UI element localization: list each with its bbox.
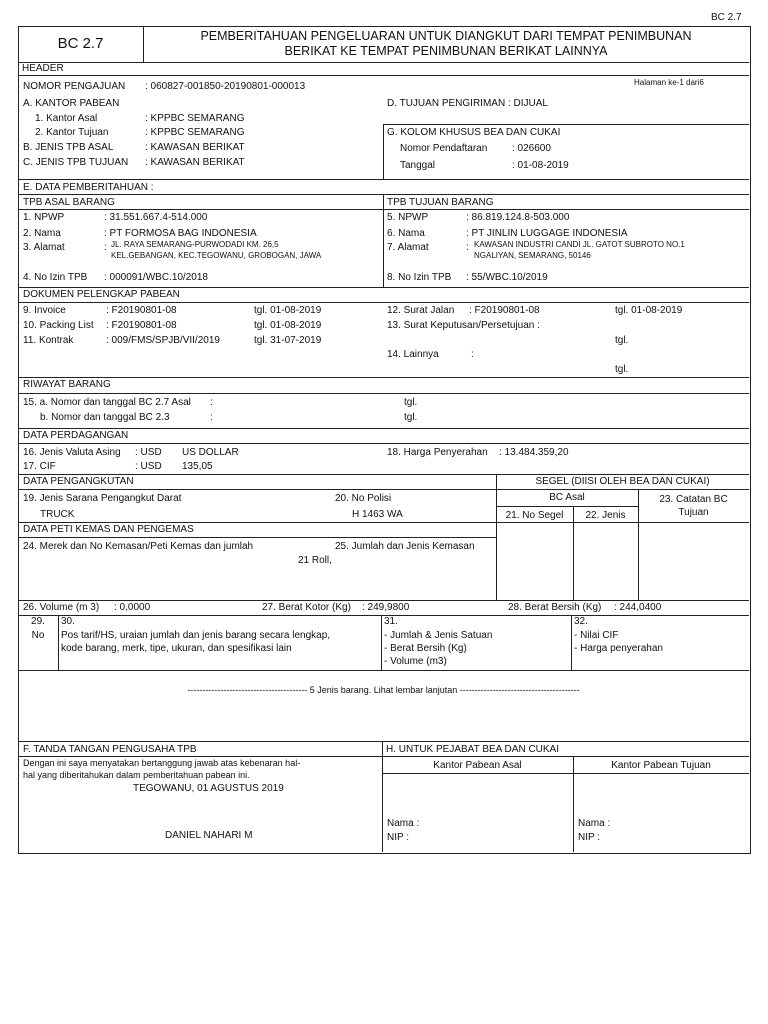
sarana-pengangkut-value: TRUCK (40, 509, 75, 520)
kolom-khusus-label: G. KOLOM KHUSUS BEA DAN CUKAI (387, 127, 561, 138)
col31-number: 31. (384, 616, 398, 627)
lainnya-colon: : (471, 349, 474, 360)
place-date: TEGOWANU, 01 AGUSTUS 2019 (133, 783, 284, 794)
corner-form-code: BC 2.7 (711, 12, 742, 23)
asal-alamat-line2: KEL.GEBANGAN, KEC.TEGOWANU, GROBOGAN, JAWA (111, 251, 322, 260)
invoice-value: : F20190801-08 (106, 305, 177, 316)
jenis-tpb-tujuan-value: : KAWASAN BERIKAT (145, 157, 245, 168)
jenis-tpb-tujuan-label: C. JENIS TPB TUJUAN (23, 157, 129, 168)
perdagangan-heading: DATA PERDAGANGAN (23, 430, 129, 441)
bc-asal-heading: BC Asal (549, 492, 585, 503)
kantor-pabean-tujuan-label: Kantor Pabean Tujuan (611, 760, 711, 771)
col30-number: 30. (61, 616, 75, 627)
berat-bersih-label: 28. Berat Bersih (Kg) (508, 602, 602, 613)
packing-list-date: tgl. 01-08-2019 (254, 320, 322, 331)
pejabat-asal-nip: NIP : (387, 832, 410, 843)
asal-nama-label: 2. Nama (23, 228, 61, 239)
packing-list-label: 10. Packing List (23, 320, 94, 331)
kantor-pabean-asal-label: Kantor Pabean Asal (433, 760, 522, 771)
nomor-pengajuan-value: : 060827-001850-20190801-000013 (145, 81, 306, 92)
statement-line1: Dengan ini saya menyatakan bertanggung jawab atas kebenaran hal- (23, 758, 301, 768)
packing-list-value: : F20190801-08 (106, 320, 177, 331)
pejabat-heading: H. UNTUK PEJABAT BEA DAN CUKAI (386, 744, 560, 755)
catatan-bc-label2: Tujuan (678, 507, 709, 518)
surat-keputusan-label: 13. Surat Keputusan/Persetujuan : (387, 320, 540, 331)
volume-value: : 0,0000 (114, 602, 151, 613)
riwayat-a-label: 15. a. Nomor dan tanggal BC 2.7 Asal (23, 397, 191, 408)
tujuan-nama-label: 6. Nama (387, 228, 425, 239)
sarana-pengangkut-label: 19. Jenis Sarana Pengangkut Darat (23, 493, 182, 504)
continuation-note: ---------------------------------------- 5 Jenis barang. Lihat lembar lanjutan ---------------------------------------- (187, 685, 580, 695)
tpb-asal-heading: TPB ASAL BARANG (23, 197, 115, 208)
tanggal-value: : 01-08-2019 (512, 160, 569, 171)
riwayat-b-label: b. Nomor dan tanggal BC 2.3 (40, 412, 170, 423)
lainnya-label: 14. Lainnya (387, 349, 439, 360)
asal-npwp-value: : 31.551.667.4-514.000 (104, 212, 208, 223)
kantor-tujuan-label: 2. Kantor Tujuan (35, 127, 109, 138)
merek-kemasan-label: 24. Merek dan No Kemasan/Peti Kemas dan jumlah (23, 541, 254, 552)
form-title-line2: BERIKAT KE TEMPAT PENIMBUNAN BERIKAT LAINNYA (284, 44, 608, 58)
berat-bersih-value: : 244,0400 (614, 602, 662, 613)
col30-line1: Pos tarif/HS, uraian jumlah dan jenis barang secara lengkap, (61, 630, 331, 641)
tujuan-npwp-label: 5. NPWP (387, 212, 429, 223)
signer-name: DANIEL NAHARI M (165, 830, 253, 841)
surat-jalan-value: : F20190801-08 (469, 305, 540, 316)
kontrak-value: : 009/FMS/SPJB/VII/2019 (106, 335, 220, 346)
catatan-bc-label: 23. Catatan BC (659, 494, 728, 505)
pejabat-tujuan-nip: NIP : (578, 832, 601, 843)
berat-kotor-label: 27. Berat Kotor (Kg) (262, 602, 351, 613)
no-polisi-value: H 1463 WA (352, 509, 403, 520)
tanggal-label: Tanggal (400, 160, 436, 171)
asal-alamat-label: 3. Alamat (23, 242, 65, 253)
surat-jalan-date: tgl. 01-08-2019 (615, 305, 683, 316)
kontrak-date: tgl. 31-07-2019 (254, 335, 322, 346)
harga-penyerahan-value: : 13.484.359,20 (499, 447, 569, 458)
col32-line1: - Nilai CIF (574, 630, 619, 641)
valuta-code: : USD (135, 447, 162, 458)
pengangkutan-heading: DATA PENGANGKUTAN (23, 476, 134, 487)
statement-line2: hal yang diberitahukan dalam pemberitahuan pabean ini. (23, 770, 250, 780)
riwayat-b-colon: : (210, 412, 213, 423)
volume-label: 26. Volume (m 3) (23, 602, 100, 613)
col31-line3: - Volume (m3) (384, 656, 447, 667)
nomor-pendaftaran-value: : 026600 (512, 143, 551, 154)
form-code-title: BC 2.7 (57, 35, 104, 52)
form-title-line1: PEMBERITAHUAN PENGELUARAN UNTUK DIANGKUT DARI TEMPAT PENIMBUNAN (200, 29, 692, 43)
berat-kotor-value: : 249,9800 (362, 602, 410, 613)
tujuan-npwp-value: : 86.819.124.8-503.000 (466, 212, 570, 223)
kantor-asal-value: : KPPBC SEMARANG (145, 113, 245, 124)
segel-heading: SEGEL (DIISI OLEH BEA DAN CUKAI) (535, 476, 710, 487)
tujuan-alamat-line1: KAWASAN INDUSTRI CANDI JL. GATOT SUBROTO NO.1 (474, 240, 685, 249)
riwayat-a-colon: : (210, 397, 213, 408)
cif-label: 17. CIF (23, 461, 56, 472)
page-indicator: Halaman ke-1 dari6 (634, 78, 704, 87)
kantor-asal-label: 1. Kantor Asal (35, 113, 98, 124)
data-pemberitahuan-label: E. DATA PEMBERITAHUAN : (23, 182, 154, 193)
asal-izin-label: 4. No Izin TPB (23, 272, 88, 283)
asal-izin-value: : 000091/WBC.10/2018 (104, 272, 208, 283)
tujuan-alamat-colon: : (466, 242, 469, 253)
valuta-label: 16. Jenis Valuta Asing (23, 447, 121, 458)
cif-code: : USD (135, 461, 162, 472)
header-section-label: HEADER (22, 63, 64, 74)
cif-value: 135,05 (182, 461, 213, 472)
valuta-name: US DOLLAR (182, 447, 239, 458)
kantor-tujuan-value: : KPPBC SEMARANG (145, 127, 245, 138)
riwayat-a-date: tgl. (404, 397, 418, 408)
col32-line2: - Harga penyerahan (574, 643, 663, 654)
jenis-tpb-asal-label: B. JENIS TPB ASAL (23, 142, 114, 153)
invoice-label: 9. Invoice (23, 305, 66, 316)
pejabat-tujuan-nama: Nama : (578, 818, 611, 829)
tanda-tangan-heading: F. TANDA TANGAN PENGUSAHA TPB (23, 744, 197, 755)
asal-alamat-colon: : (104, 242, 107, 253)
jenis-tpb-asal-value: : KAWASAN BERIKAT (145, 142, 245, 153)
col32-number: 32. (574, 616, 588, 627)
tujuan-izin-label: 8. No Izin TPB (387, 272, 452, 283)
col29-number: 29. (31, 616, 45, 627)
kantor-pabean-label: A. KANTOR PABEAN (23, 98, 120, 109)
tujuan-pengiriman: D. TUJUAN PENGIRIMAN : DIJUAL (387, 98, 548, 109)
peti-kemas-heading: DATA PETI KEMAS DAN PENGEMAS (23, 524, 194, 535)
nomor-pendaftaran-label: Nomor Pendaftaran (400, 143, 488, 154)
pejabat-asal-nama: Nama : (387, 818, 420, 829)
asal-npwp-label: 1. NPWP (23, 212, 65, 223)
surat-jalan-label: 12. Surat Jalan (387, 305, 455, 316)
harga-penyerahan-label: 18. Harga Penyerahan (387, 447, 488, 458)
col31-line2: - Berat Bersih (Kg) (384, 643, 467, 654)
asal-alamat-line1: JL. RAYA SEMARANG-PURWODADI KM. 26,5 (111, 240, 279, 249)
surat-keputusan-date: tgl. (615, 335, 629, 346)
jumlah-kemasan-value: 21 Roll, (298, 555, 332, 566)
riwayat-heading: RIWAYAT BARANG (23, 379, 111, 390)
tujuan-alamat-label: 7. Alamat (387, 242, 429, 253)
asal-nama-value: : PT FORMOSA BAG INDONESIA (104, 228, 257, 239)
lainnya-date: tgl. (615, 364, 629, 375)
col31-line1: - Jumlah & Jenis Satuan (384, 630, 493, 641)
nomor-pengajuan-label: NOMOR PENGAJUAN (23, 81, 126, 92)
no-polisi-label: 20. No Polisi (335, 493, 392, 504)
tujuan-izin-value: : 55/WBC.10/2019 (466, 272, 548, 283)
riwayat-b-date: tgl. (404, 412, 418, 423)
jenis-segel-label: 22. Jenis (585, 510, 626, 521)
kontrak-label: 11. Kontrak (23, 335, 74, 346)
tpb-tujuan-heading: TPB TUJUAN BARANG (387, 197, 494, 208)
no-segel-label: 21. No Segel (505, 510, 564, 521)
tujuan-nama-value: : PT JINLIN LUGGAGE INDONESIA (466, 228, 628, 239)
col30-line2: kode barang, merk, tipe, ukuran, dan spesifikasi lain (61, 643, 292, 654)
dokumen-heading: DOKUMEN PELENGKAP PABEAN (23, 289, 180, 300)
invoice-date: tgl. 01-08-2019 (254, 305, 322, 316)
jumlah-kemasan-label: 25. Jumlah dan Jenis Kemasan (335, 541, 475, 552)
col29-label: No (31, 630, 45, 641)
tujuan-alamat-line2: NGALIYAN, SEMARANG, 50146 (474, 251, 591, 260)
